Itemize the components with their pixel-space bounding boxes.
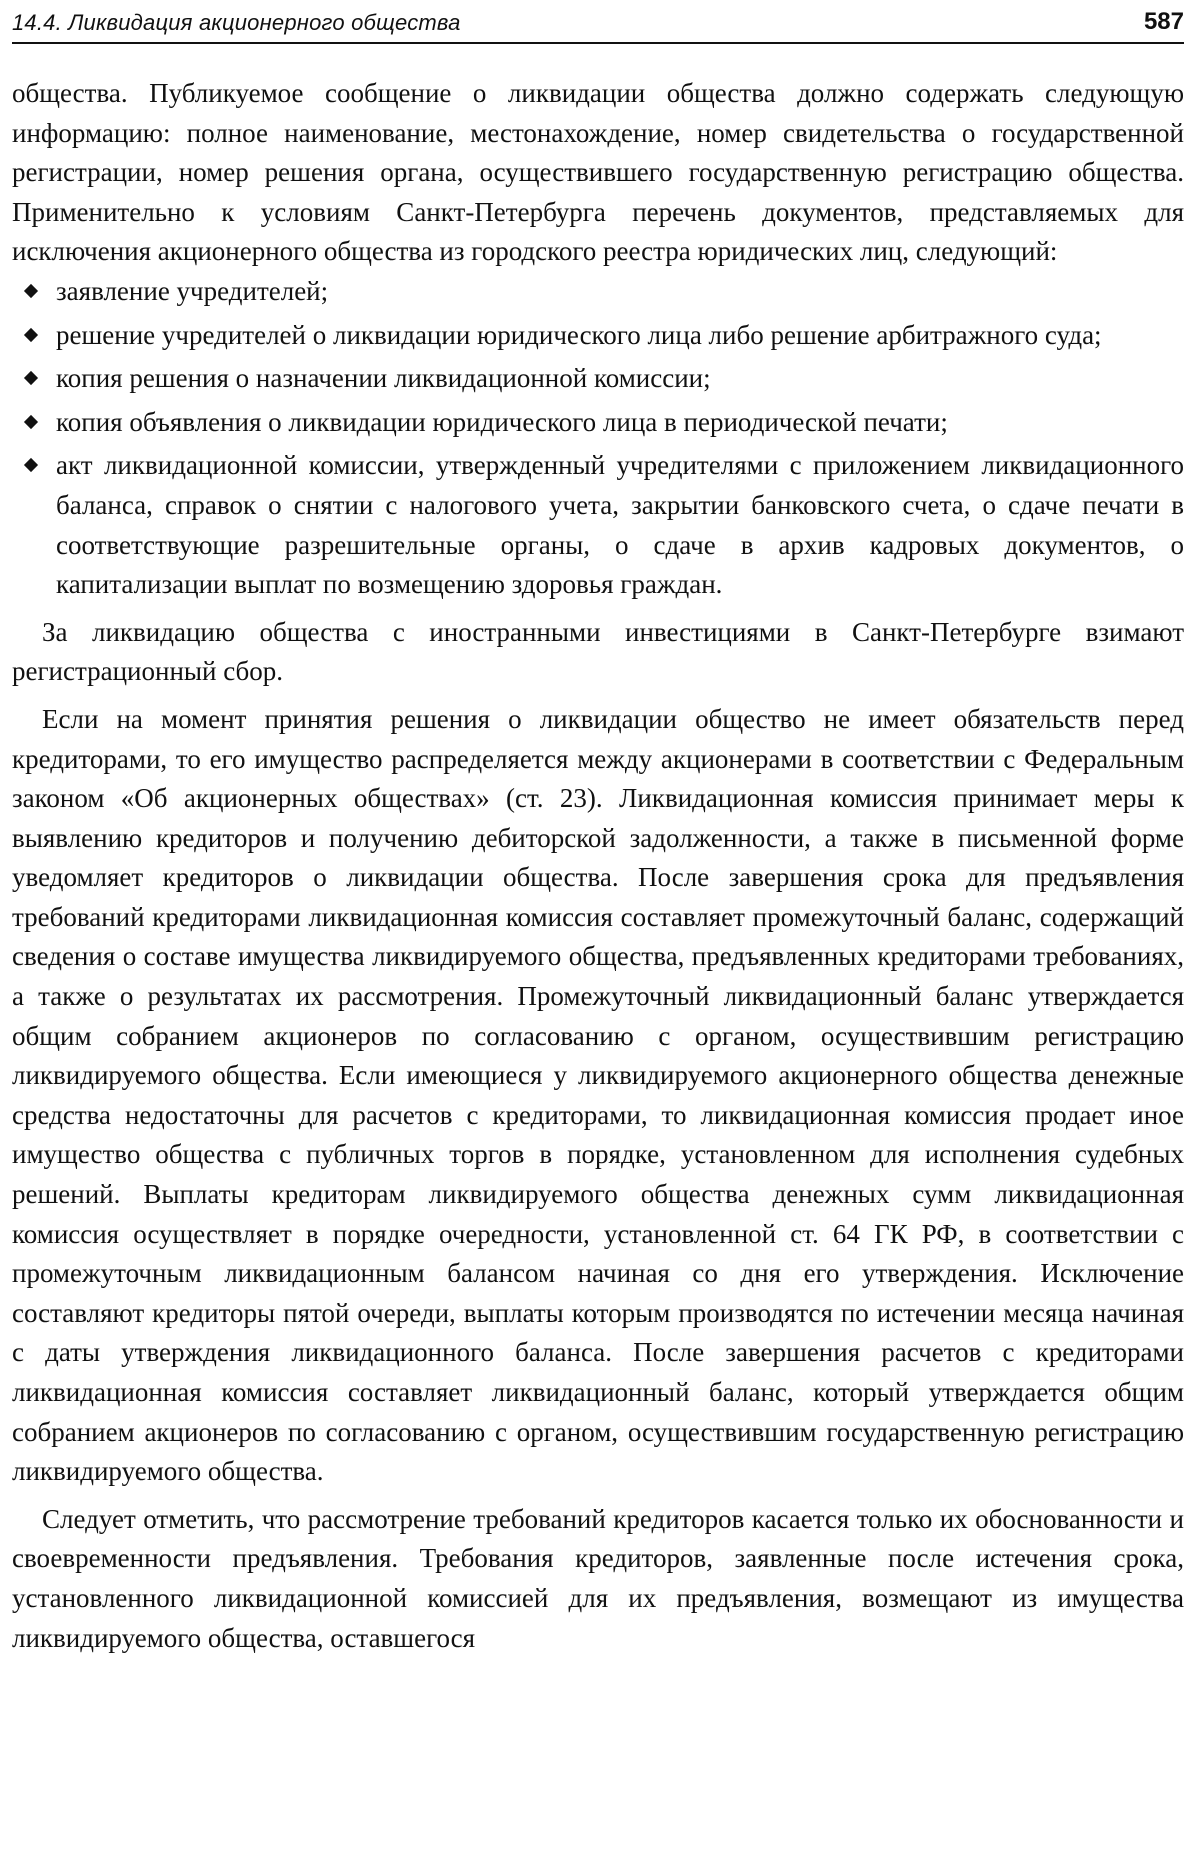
list-item	[56, 446, 1184, 604]
running-head	[12, 0, 1184, 44]
list-item	[56, 316, 1184, 356]
paragraph: Следует отметить, что рассмотрение требований кредиторов касается только их обоснованности и своевременности предъявления. Требования кредиторов, заявленные после истечения срока, установленного ликвидационной комиссией для их предъявления, возмещают из имущества ликвидируемого общества, оставшегося	[12, 1503, 1184, 1653]
page-number: 587	[1143, 8, 1184, 35]
document-list	[12, 272, 1184, 605]
bullet-diamond-icon	[24, 371, 38, 385]
list-item-text: копия решения о назначении ликвидационной комиссии;	[56, 363, 711, 394]
list-item	[56, 403, 1184, 443]
paragraph: общества. Публикуемое сообщение о ликвидации общества должно содержать следующую информацию: полное наименование, местонахождение, номер свидетельства о государственной регистрации, номер решения органа, осуществившего государственную регистрацию общества. Применительно к условиям Санкт-Петербурга перечень документов, представляемых для исключения акционерного общества из городского реестра юридических лиц, следующий:	[12, 78, 1184, 267]
section-title: 14.4. Ликвидация акционерного общества	[12, 10, 461, 35]
list-item-text: заявление учредителей;	[56, 275, 329, 306]
paragraph: За ликвидацию общества с иностранными инвестициями в Санкт-Петербурге взимают регистрационный сбор.	[12, 616, 1184, 687]
bullet-diamond-icon	[24, 415, 38, 429]
bullet-diamond-icon	[24, 458, 38, 472]
body-text	[12, 74, 1184, 1658]
paragraph: Если на момент принятия решения о ликвидации общество не имеет обязательств перед кредиторами, то его имущество распределяется между акционерами в соответствии с Федеральным законом «Об акционерных обществах» (ст. 23). Ликвидационная комиссия принимает меры к выявлению кредиторов и получению дебиторской задолженности, а также в письменной форме уведомляет кредиторов о ликвидации общества. После завершения срока для предъявления требований кредиторами ликвидационная комиссия составляет промежуточный баланс, содержащий сведения о составе имущества ликвидируемого общества, предъявленных кредиторами требованиях, а также о результатах их рассмотрения. Промежуточный ликвидационный баланс утверждается общим собранием акционеров по согласованию с органом, осуществившим регистрацию ликвидируемого общества. Если имеющиеся у ликвидируемого акционерного общества денежные средства недостаточны для расчетов с кредиторами, то ликвидационная комиссия продает иное имущество общества с публичных торгов в порядке, установленном для исполнения судебных решений. Выплаты кредиторам ликвидируемого общества денежных сумм ликвидационная комиссия осуществляет в порядке очередности, установленной ст. 64 ГК РФ, в соответствии с промежуточным ликвидационным балансом начиная со дня его утверждения. Исключение составляют кредиторы пятой очереди, выплаты которым производятся по истечении месяца начиная с даты утверждения ликвидационного баланса. После завершения расчетов с кредиторами ликвидационная комиссия составляет ликвидационный баланс, который утверждается общим собранием акционеров по согласованию с органом, осуществившим государственную регистрацию ликвидируемого общества.	[12, 703, 1184, 1487]
list-item-text: копия объявления о ликвидации юридического лица в периодической печати;	[56, 406, 948, 437]
bullet-diamond-icon	[24, 327, 38, 341]
list-item-text: акт ликвидационной комиссии, утвержденный учредителями с приложением ликвидационного баланса, справок о снятии с налогового учета, закрытии банковского счета, о сдаче печати в соответствующие разрешительные органы, о сдаче в архив кадровых документов, о капитализации выплат по возмещению здоровья граждан.	[56, 450, 1184, 600]
list-item-text: решение учредителей о ликвидации юридического лица либо решение арбитражного суда;	[56, 319, 1102, 350]
bullet-diamond-icon	[24, 284, 38, 298]
list-item	[56, 272, 1184, 312]
list-item	[56, 359, 1184, 399]
